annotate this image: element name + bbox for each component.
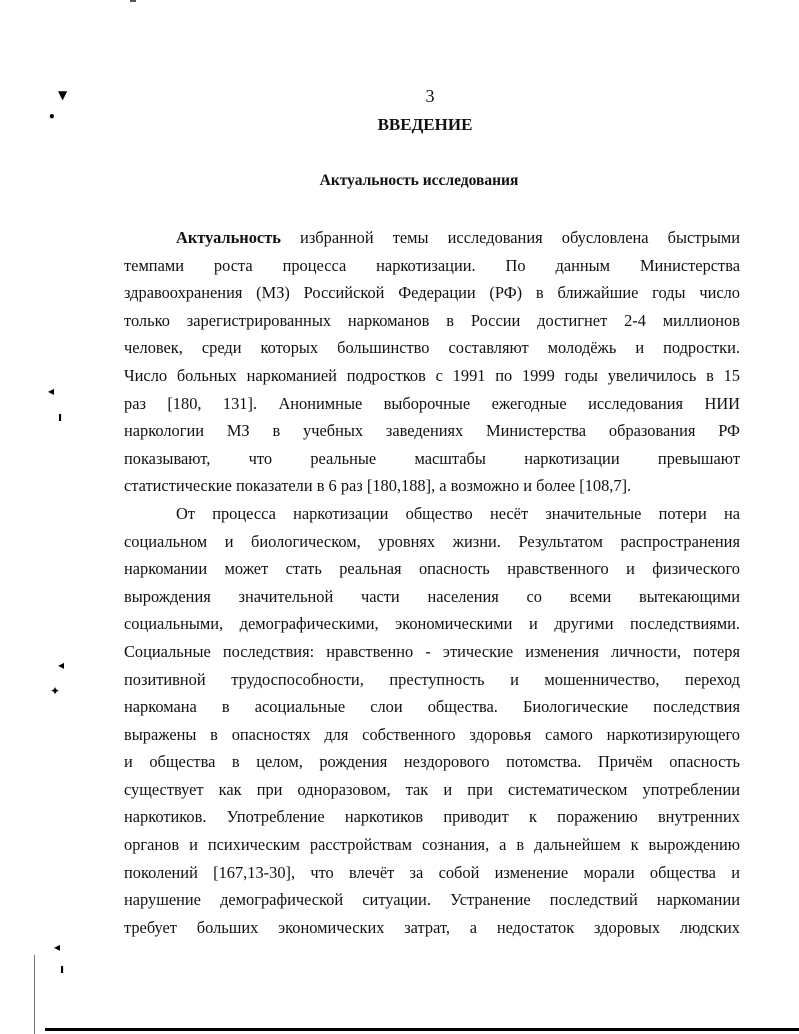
text-line: здравоохранения (МЗ) Российской Федерации (РФ) в ближайшие годы число — [124, 283, 740, 303]
scan-mark: ✦ — [50, 684, 61, 698]
scan-bottom-edge — [45, 1028, 799, 1031]
scan-mark: ı — [58, 410, 63, 424]
scan-mark: ◂ — [48, 384, 55, 398]
text-line: нарушение демографической ситуации. Устранение последствий наркомании — [124, 890, 740, 910]
section-subheading: Актуальность исследования — [319, 172, 519, 189]
text-line: и общества в целом, рождения нездорового потомства. Причём опасность — [124, 752, 740, 772]
text-line: наркологии МЗ в учебных заведениях Министерства образования РФ — [124, 421, 740, 441]
line-text: избранной темы исследования обусловлена быстрыми — [280, 228, 740, 247]
text-line: органов и психическим расстройствам сознания, а в дальнейшем к вырождению — [124, 835, 740, 855]
text-line — [124, 224, 740, 252]
lead-word: Актуальность — [176, 228, 281, 247]
text-line: позитивной трудоспособности, преступность и мошенничество, переход — [124, 669, 740, 689]
text-line: требует больших экономических затрат, а недостаток здоровых людских — [124, 917, 740, 937]
scan-mark: ı — [60, 962, 65, 976]
text-line: Число больных наркоманией подростков с 1991 по 1999 годы увеличилось в 15 — [124, 365, 740, 385]
text-line: От процесса наркотизации общество несёт значительные потери на — [176, 503, 740, 523]
text-line: поколений [167,13-30], что влечёт за собой изменение морали общества и — [124, 862, 740, 882]
scan-mark: ◂ — [54, 940, 61, 954]
scan-edge-line — [34, 955, 35, 1034]
text-line: человек, среди которых большинство составляют молодёжь и подростки. — [124, 338, 740, 358]
scan-artifact — [130, 0, 136, 2]
text-line: Социальные последствия: нравственно - этические изменения личности, потеря — [124, 641, 740, 661]
body-text — [124, 224, 740, 941]
text-line: наркомании может стать реальная опасность нравственного и физического — [124, 559, 740, 579]
scan-mark: • — [48, 110, 56, 124]
text-line: существует как при одноразовом, так и при систематическом употреблении — [124, 779, 740, 799]
text-line: социальном и биологическом, уровнях жизни. Результатом распространения — [124, 531, 740, 551]
text-line: наркотиков. Употребление наркотиков приводит к поражению внутренних — [124, 807, 740, 827]
text-line: только зарегистрированных наркоманов в России достигнет 2-4 миллионов — [124, 310, 740, 330]
scan-mark: ◂ — [58, 658, 65, 672]
page-number: 3 — [425, 86, 435, 106]
text-line: темпами роста процесса наркотизации. По данным Министерства — [124, 255, 740, 275]
text-line: вырождения значительной части населения со всеми вытекающими — [124, 586, 740, 606]
text-line: раз [180, 131]. Анонимные выборочные ежегодные исследования НИИ — [124, 393, 740, 413]
text-line: наркомана в асоциальные слои общества. Биологические последствия — [124, 697, 740, 717]
text-line: показывают, что реальные масштабы наркотизации превышают — [124, 448, 740, 468]
page-heading: ВВЕДЕНИЕ — [377, 115, 473, 134]
text-line: выражены в опасностях для собственного здоровья самого наркотизирующего — [124, 724, 740, 744]
text-line: социальными, демографическими, экономическими и другими последствиями. — [124, 614, 740, 634]
scan-mark: ▼ — [58, 88, 68, 102]
text-line: статистические показатели в 6 раз [180,188], а возможно и более [108,7]. — [124, 476, 632, 496]
